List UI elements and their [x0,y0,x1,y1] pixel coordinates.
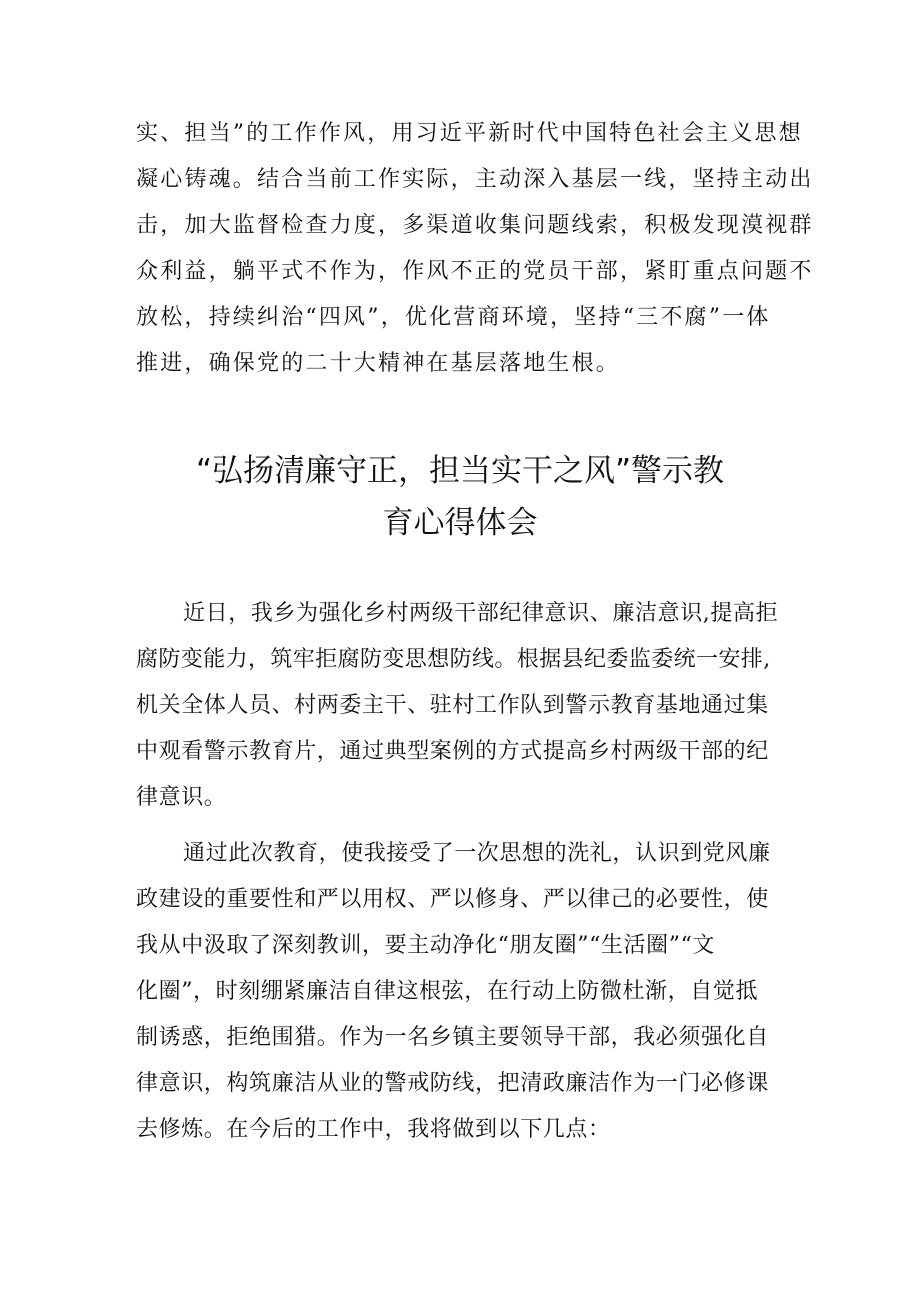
text-line: 化圈”，时刻绷紧廉洁自律这根弦，在行动上防微杜渐，自觉抵 [136,979,759,1004]
title-line: “弘扬清廉守正，担当实干之风”警示教 [195,453,725,489]
text-line: 腐防变能力，筑牢拒腐防变思想防线。根据县纪委监委统一安排, [136,647,771,672]
text-line: 政建设的重要性和严以用权、严以修身、严以律己的必要性，使 [136,887,769,912]
text-line: 去修炼。在今后的工作中，我将做到以下几点： [136,1117,611,1142]
text-line: 机关全体人员、村两委主干、驻村工作队到警示教育基地通过集 [136,693,769,718]
text-line: 通过此次教育，使我接受了一次思想的洗礼，认识到党风廉 [183,841,771,866]
text-line: 中观看警示教育片，通过典型案例的方式提高乡村两级干部的纪 [136,739,769,764]
text-line: 律意识，构筑廉洁从业的警戒防线，把清政廉洁作为一门必修课 [136,1071,769,1096]
text-line: 近日，我乡为强化乡村两级干部纪律意识、廉洁意识,提高拒 [183,601,779,626]
text-line: 律意识。 [136,785,227,810]
text-line: 制诱惑，拒绝围猎。作为一名乡镇主要领导干部，我必须强化自 [136,1025,769,1050]
text-line: 推进，确保党的二十大精神在基层落地生根。 [136,351,621,376]
title-line: 育心得体会 [382,505,538,541]
text-line: 众利益，躺平式不作为，作风不正的党员干部，紧盯重点问题不 [136,259,814,284]
text-line: 击，加大监督检查力度，多渠道收集问题线索，积极发现漠视群 [136,213,814,238]
text-line: 凝心铸魂。结合当前工作实际，主动深入基层一线，坚持主动出 [136,167,814,192]
text-line: 实、担当”的工作作风，用习近平新时代中国特色社会主义思想 [136,121,803,146]
text-line: 放松，持续纠治“四风”，优化营商环境，坚持“三不腐”一体 [136,305,771,330]
text-line: 我从中汲取了深刻教训，要主动净化“朋友圈”“生活圈”“文 [136,933,716,958]
